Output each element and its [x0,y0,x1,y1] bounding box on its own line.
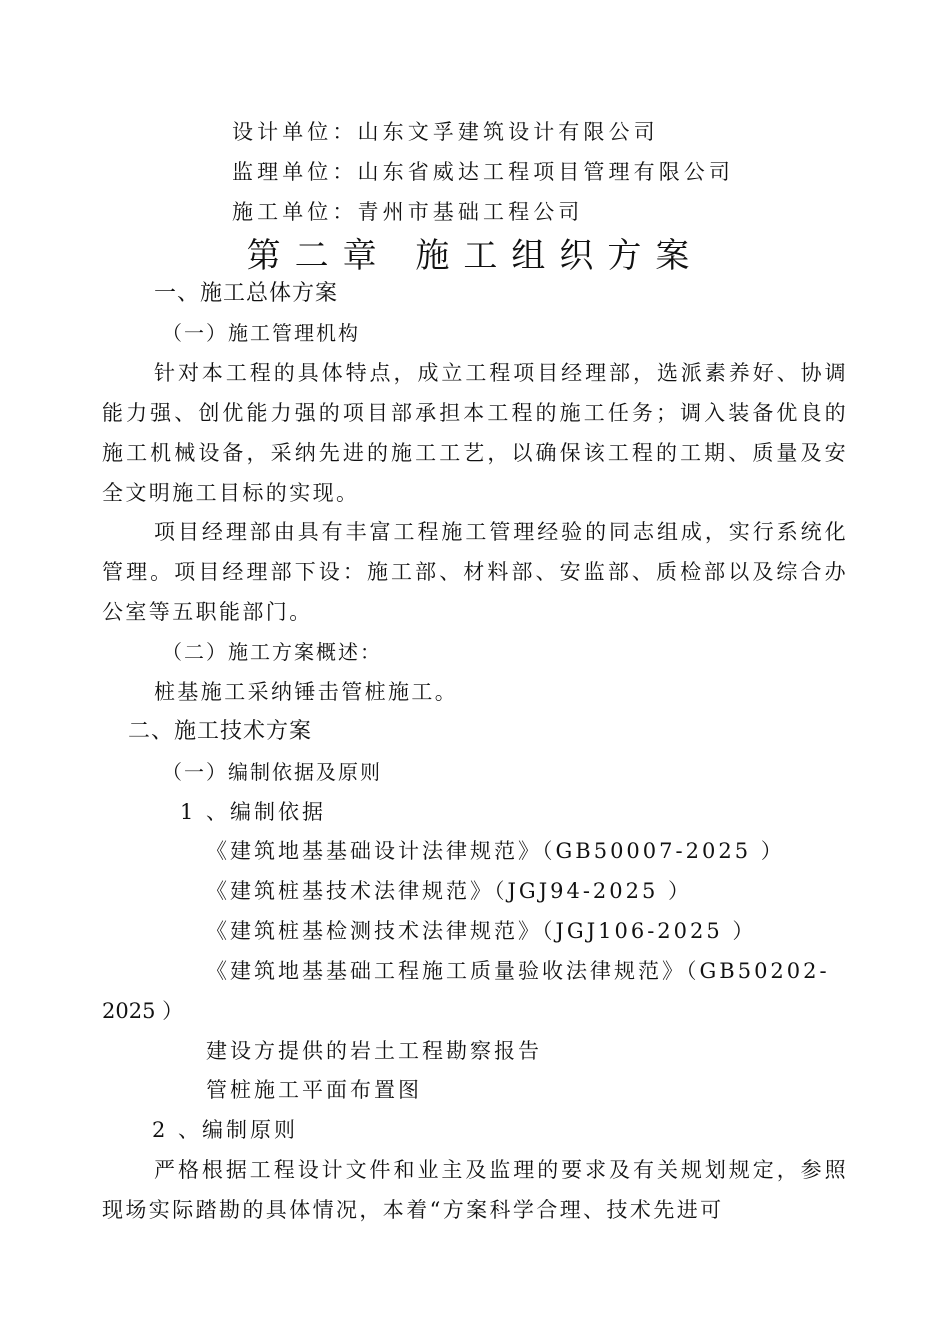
basis-item: 《建筑桩基技术法律规范》（JGJ94-2025 ） [206,879,693,903]
paragraph-management: 针对本工程的具体特点，成立工程项目经理部，选派素养好、协调能力强、创优能力强的项目部承担本工程的施工任务；调入装备优良的施工机械设备，采纳先进的施工工艺，以确保该工程的工期、质量及安全文明施工目标的实现。 [102,361,848,505]
basis-item-continuation: 2025 ） [102,999,184,1023]
section2-heading: 二、施工技术方案 [128,719,313,744]
paragraph-principle: 严格根据工程设计文件和业主及监理的要求及有关规划规定，参照现场实际踏勘的具体情况，本着“方案科学合理、技术先进可 [102,1158,848,1222]
supervision-unit-line: 监理单位：山东省威达工程项目管理有限公司 [232,160,734,184]
basis-item: 《建筑地基基础设计法律规范》（GB50007-2025 ） [206,839,785,863]
design-unit-line: 设计单位：山东文孚建筑设计有限公司 [232,120,659,144]
paragraph-organization: 项目经理部由具有丰富工程施工管理经验的同志组成，实行系统化管理。项目经理部下设：施工部、材料部、安监部、质检部以及综合办公室等五职能部门。 [102,520,848,624]
basis-extra-item: 建设方提供的岩土工程勘察报告 [206,1039,542,1063]
basis-item: 《建筑地基基础工程施工质量验收法律规范》（GB50202- [206,959,830,983]
section1-sub1-heading: （一）施工管理机构 [162,321,360,345]
section2-sub1-heading: （一）编制依据及原则 [162,760,382,784]
chapter-title: 第二章 施工组织方案 [246,236,704,276]
basis-item: 《建筑桩基检测技术法律规范》（JGJ106-2025 ） [206,919,757,943]
basis-heading: 1 、编制依据 [180,800,327,824]
section1-sub2-heading: （二）施工方案概述： [162,640,382,664]
paragraph-overview: 桩基施工采纳锤击管桩施工。 [154,680,459,704]
construction-unit-line: 施工单位：青州市基础工程公司 [232,200,584,224]
basis-extra-item: 管桩施工平面布置图 [206,1078,422,1102]
section1-heading: 一、施工总体方案 [154,281,339,306]
principle-heading: 2 、编制原则 [152,1118,299,1142]
